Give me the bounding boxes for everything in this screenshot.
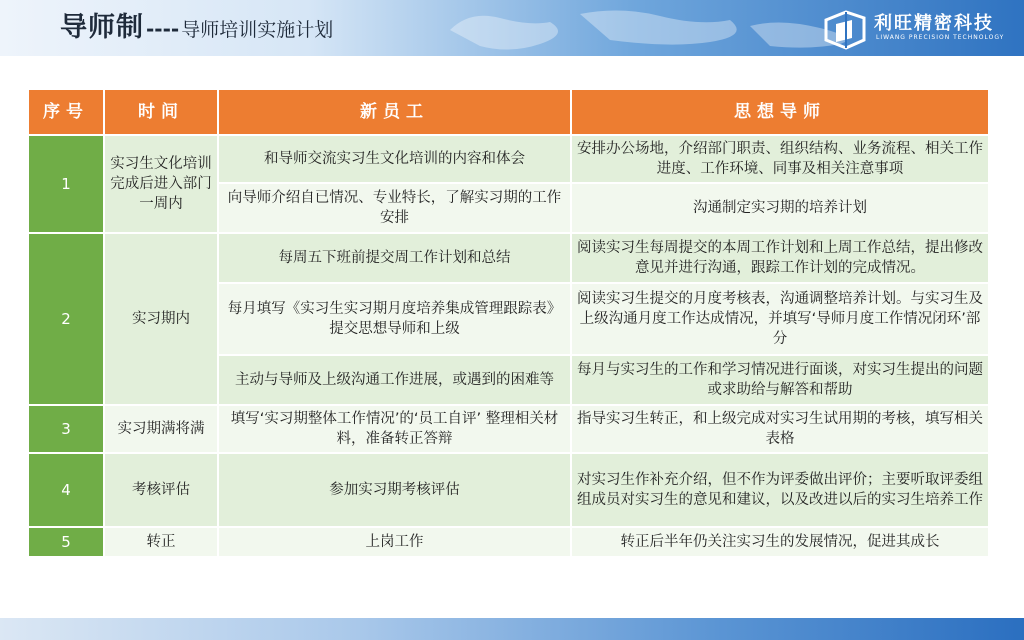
mentor-task: 阅读实习生每周提交的本周工作计划和上周工作总结，提出修改意见并进行沟通，跟踪工作计划的完成情况。	[571, 233, 989, 283]
title-main: 导师制	[60, 12, 144, 43]
header-new-employee: 新员工	[218, 89, 571, 135]
mentor-task: 安排办公场地，介绍部门职责、组织结构、业务流程、相关工作进度、工作环境、同事及相关注意事项	[571, 135, 989, 183]
table-row	[28, 233, 989, 283]
company-name: 利旺精密科技	[874, 13, 994, 34]
employee-task: 上岗工作	[218, 527, 571, 557]
footer-bar	[0, 618, 1024, 640]
company-name-english: LIWANG PRECISION TECHNOLOGY	[876, 34, 1005, 41]
mentor-task: 转正后半年仍关注实习生的发展情况，促进其成长	[571, 527, 989, 557]
employee-task: 向导师介绍自已情况、专业特长，了解实习期的工作安排	[218, 183, 571, 233]
mentor-task: 每月与实习生的工作和学习情况进行面谈，对实习生提出的问题或求助给与解答和帮助	[571, 355, 989, 405]
title-subtitle: 导师培训实施计划	[181, 19, 334, 41]
row-time: 实习生文化培训完成后进入部门一周内	[104, 135, 218, 233]
header-number: 序号	[28, 89, 104, 135]
row-time: 考核评估	[104, 453, 218, 527]
company-logo-icon	[822, 10, 868, 50]
page-title	[60, 8, 333, 48]
mentor-task: 沟通制定实习期的培养计划	[571, 183, 989, 233]
row-time: 实习期内	[104, 233, 218, 405]
row-number: 4	[28, 453, 104, 527]
header-time: 时间	[104, 89, 218, 135]
employee-task: 主动与导师及上级沟通工作进展，或遇到的困难等	[218, 355, 571, 405]
row-number: 2	[28, 233, 104, 405]
table-row	[28, 405, 989, 453]
employee-task: 每周五下班前提交周工作计划和总结	[218, 233, 571, 283]
mentor-task: 对实习生作补充介绍，但不作为评委做出评价；主要听取评委组组成员对实习生的意见和建议，以及改进以后的实习生培养工作	[571, 453, 989, 527]
row-time: 实习期满将满	[104, 405, 218, 453]
table-row	[28, 135, 989, 183]
world-map-decoration	[430, 0, 850, 56]
employee-task: 每月填写《实习生实习期月度培养集成管理跟踪表》提交思想导师和上级	[218, 283, 571, 355]
table-row	[28, 527, 989, 557]
employee-task: 和导师交流实习生文化培训的内容和体会	[218, 135, 571, 183]
company-logo	[822, 6, 1018, 52]
header-mentor: 思想导师	[571, 89, 989, 135]
mentor-task: 阅读实习生提交的月度考核表，沟通调整培养计划。与实习生及上级沟通月度工作达成情况，并填写‘导师月度工作情况闭环’部分	[571, 283, 989, 355]
title-separator: ----	[146, 17, 180, 41]
mentor-plan-table	[27, 88, 990, 558]
row-time: 转正	[104, 527, 218, 557]
mentor-task: 指导实习生转正，和上级完成对实习生试用期的考核，填写相关表格	[571, 405, 989, 453]
row-number: 3	[28, 405, 104, 453]
employee-task: 参加实习期考核评估	[218, 453, 571, 527]
table-header-row	[28, 89, 989, 135]
employee-task: 填写‘实习期整体工作情况’的‘员工自评’ 整理相关材料，准备转正答辩	[218, 405, 571, 453]
row-number: 1	[28, 135, 104, 233]
header-bar	[0, 0, 1024, 56]
table-row	[28, 453, 989, 527]
row-number: 5	[28, 527, 104, 557]
